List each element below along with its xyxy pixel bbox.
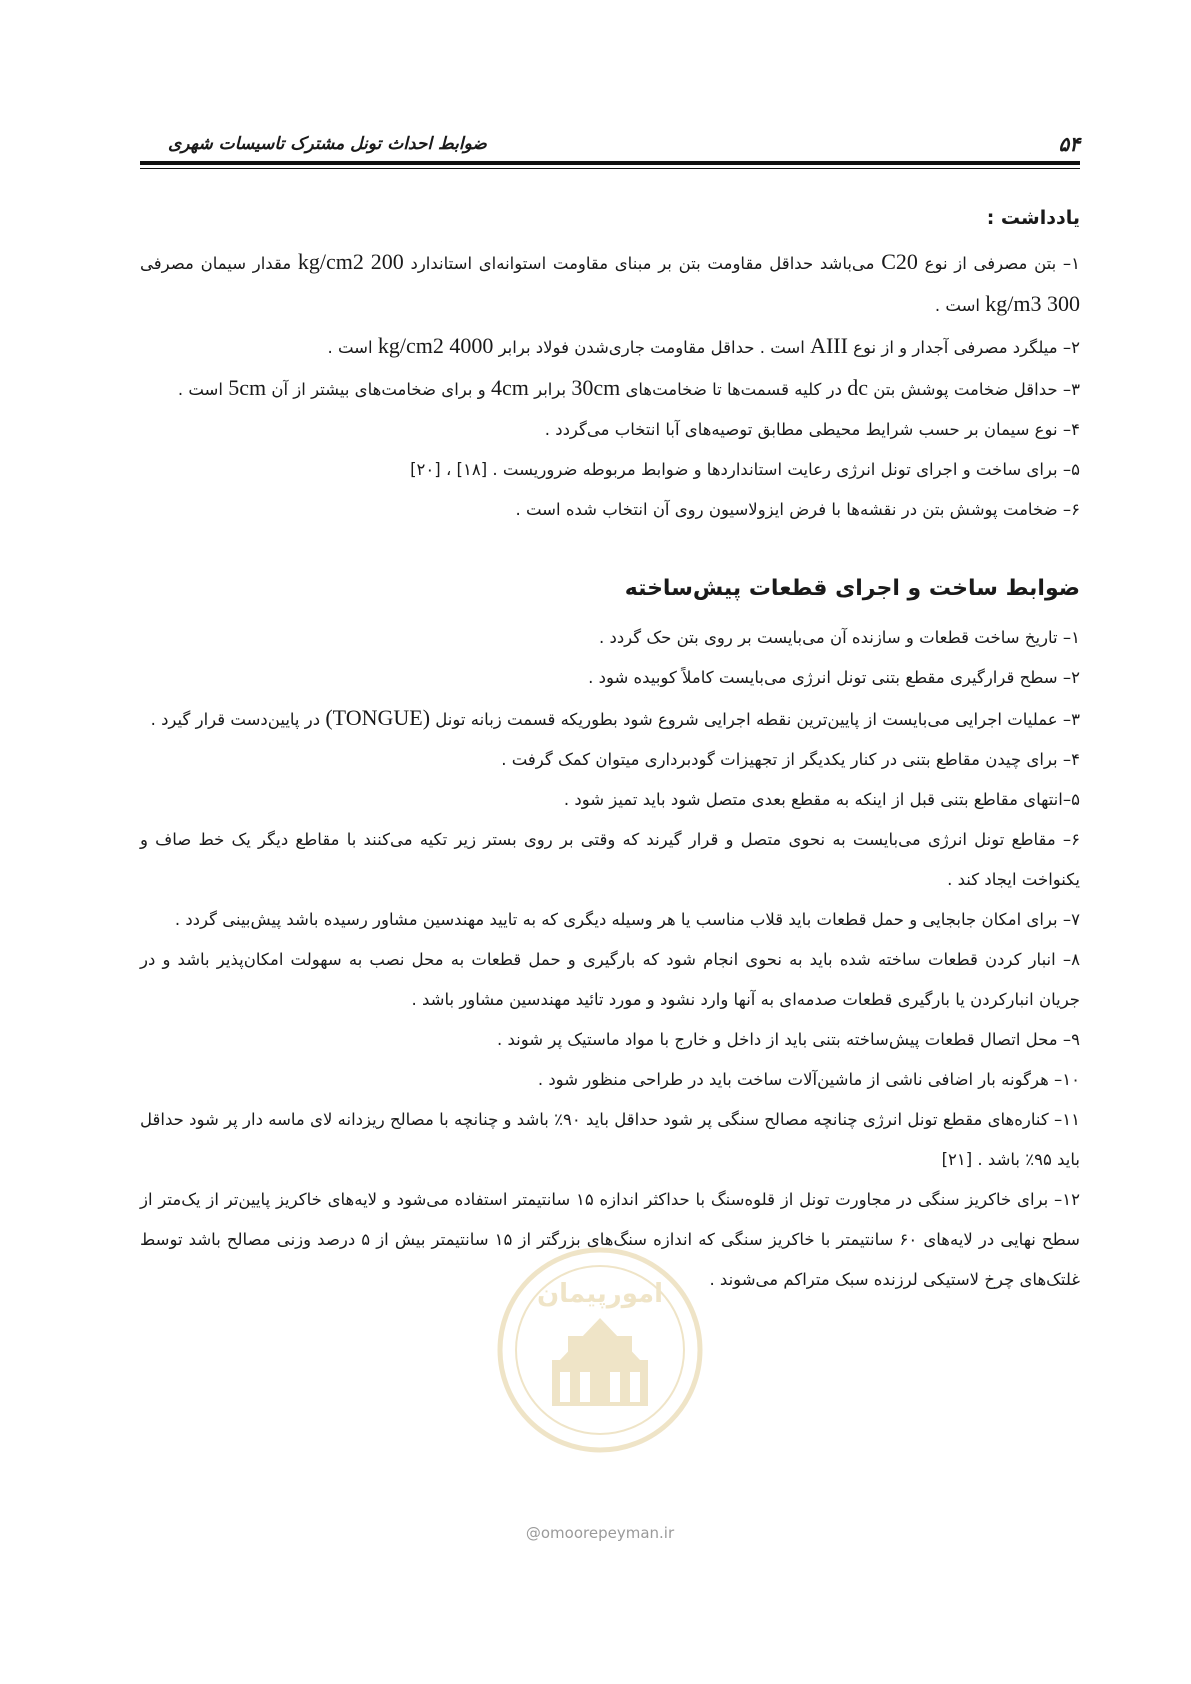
- section-item-4: ۴– برای چیدن مقاطع بتنی در کنار یکدیگر از تجهیزات گودبرداری میتوان کمک گرفت .: [501, 750, 1080, 769]
- running-header-title: ضوابط احداث تونل مشترک تاسیسات شهری: [168, 134, 487, 154]
- section-item-7: ۷– برای امکان جابجایی و حمل قطعات باید قلاب مناسب یا هر وسیله دیگری که به تایید مهندسین مشاور رسیده باشد پیش‌بینی گردد .: [174, 910, 1080, 929]
- note-item-5: ۵– برای ساخت و اجرای تونل انرژی رعایت استانداردها و ضوابط مربوطه ضروریست . [۱۸] ، [۲۰]: [410, 460, 1080, 479]
- section-item-12: ۱۲– برای خاکریز سنگی در مجاورت تونل از قلوه‌سنگ با حداکثر اندازه ۱۵ سانتیمتر استفاده می‌شود و لایه‌های خاکریز پایین‌تر از یک‌متر از سطح نهایی در لایه‌های ۶۰ سانتیمتر با خاکریز سنگی که اندازه سنگ‌های بزرگتر از ۱۵ سانتیمتر بیش از ۵ درصد وزنی مصالح باشد توسط غلتک‌های چرخ لاستیکی لرزنده سبک متراکم می‌شوند .: [140, 1190, 1080, 1289]
- note-item-3: ۳– حداقل ضخامت پوشش بتن dc در کلیه قسمت‌ها تا ضخامت‌های 30cm برابر 4cm و برای ضخامت‌های بیشتر از آن 5cm است .: [177, 375, 1080, 400]
- section-item-3: ۳– عملیات اجرایی می‌بایست از پایین‌ترین نقطه اجرایی شروع شود بطوریکه قسمت زبانه تونل (TONGUE) در پایین‌دست قرار گیرد .: [150, 705, 1080, 730]
- section-heading: ضوابط ساخت و اجرای قطعات پیش‌ساخته: [624, 576, 1080, 601]
- note-item-1: ۱– بتن مصرفی از نوع C20 می‌باشد حداقل مقاومت بتن بر مبنای مقاومت استوانه‌ای استاندارد 200 kg/cm2 مقدار سیمان مصرفی 300 kg/m3 است .: [140, 249, 1081, 316]
- notes-title: یادداشت :: [986, 207, 1080, 229]
- section-item-6: ۶– مقاطع تونل انرژی می‌بایست به نحوی متصل و قرار گیرند که وقتی بر روی بستر زیر تکیه می‌کنند با مقاطع دیگر یک خط صاف و یکنواخت ایجاد کند .: [140, 830, 1080, 889]
- watermark-logo-text: امورپیمان: [536, 1279, 664, 1309]
- section-item-11: ۱۱– کناره‌های مقطع تونل انرژی چنانچه مصالح سنگی پر شود حداقل باید ۹۰٪ باشد و چنانچه با مصالح ریزدانه لای ماسه دار پر شود حداقل باید ۹۵٪ باشد . [۲۱]: [140, 1110, 1080, 1169]
- watermark-site: @omoorepeyman.ir: [525, 1524, 675, 1542]
- building-icon: [552, 1318, 648, 1406]
- page-header: [140, 128, 1080, 158]
- section-item-8: ۸– انبار کردن قطعات ساخته شده باید به نحوی انجام شود که بارگیری و حمل قطعات به محل نصب به سهولت امکان‌پذیر باشد و در جریان انبارکردن یا بارگیری قطعات صدمه‌ای به آنها وارد نشود و مورد تائید مهندسین مشاور باشد .: [140, 950, 1080, 1009]
- note-item-2: ۲– میلگرد مصرفی آجدار و از نوع AIII است . حداقل مقاومت جاری‌شدن فولاد برابر 4000 kg/cm2 است .: [327, 333, 1080, 358]
- section-item-2: ۲– سطح قرارگیری مقطع بتنی تونل انرژی می‌بایست کاملاً کوبیده شود .: [588, 668, 1080, 687]
- section-item-1: ۱– تاریخ ساخت قطعات و سازنده آن می‌بایست بر روی بتن حک گردد .: [599, 628, 1080, 647]
- page-content: [140, 198, 1080, 1300]
- note-item-4: ۴– نوع سیمان بر حسب شرایط محیطی مطابق توصیه‌های آبا انتخاب می‌گردد .: [544, 420, 1080, 439]
- page-number: ۵۴: [1058, 132, 1080, 156]
- section-item-9: ۹– محل اتصال قطعات پیش‌ساخته بتنی باید از داخل و خارج با مواد ماستیک پر شوند .: [497, 1030, 1080, 1049]
- note-item-6: ۶– ضخامت پوشش بتن در نقشه‌ها با فرض ایزولاسیون روی آن انتخاب شده است .: [515, 500, 1080, 519]
- section-item-5: ۵–انتهای مقاطع بتنی قبل از اینکه به مقطع بعدی متصل شود باید تمیز شود .: [563, 790, 1080, 809]
- header-rule-thin: [140, 168, 1080, 169]
- header-rule-thick: [140, 161, 1080, 165]
- section-item-10: ۱۰– هرگونه بار اضافی ناشی از ماشین‌آلات ساخت باید در طراحی منظور شود .: [537, 1070, 1080, 1089]
